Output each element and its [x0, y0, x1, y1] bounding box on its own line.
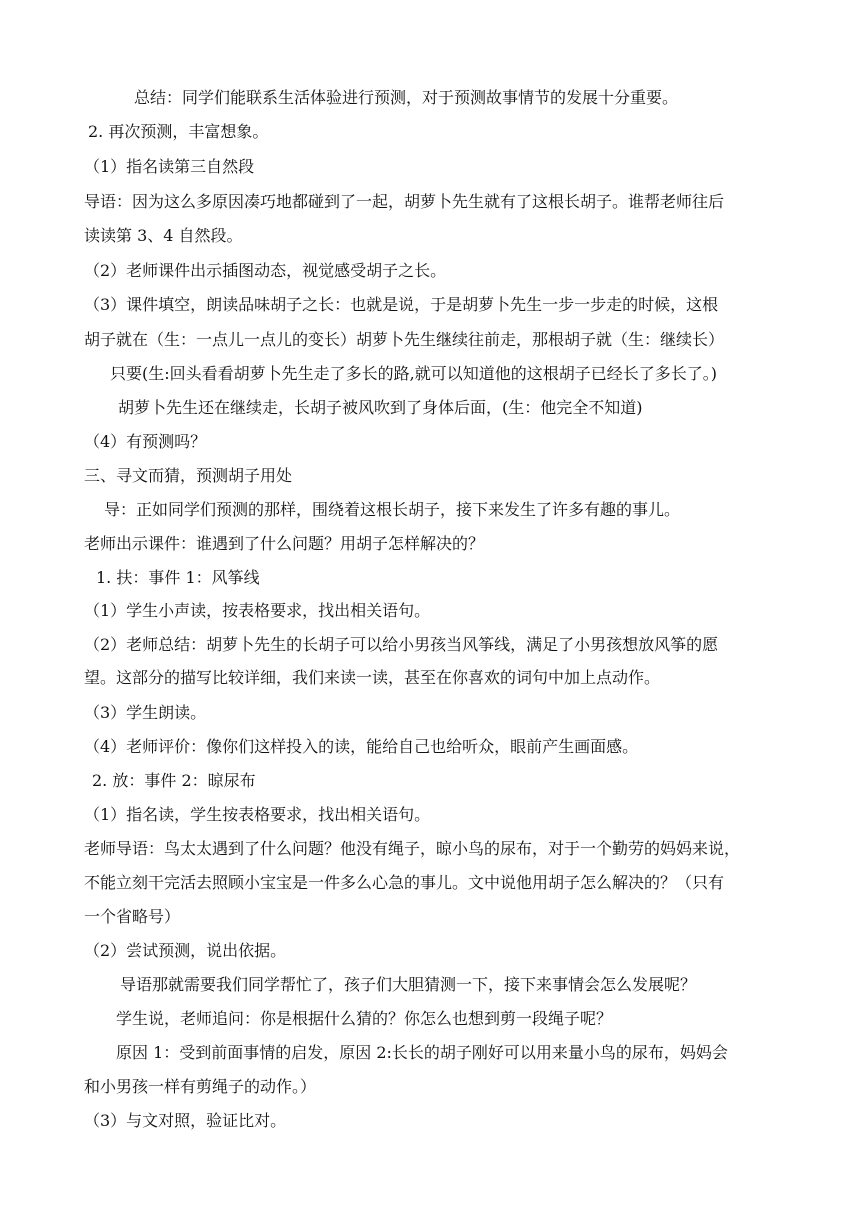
subsection-heading: 2. 放：事件 2：晾尿布	[92, 771, 256, 790]
paragraph-line: 胡萝卜先生还在继续走，长胡子被风吹到了身体后面，(生：他完全不知道)	[118, 398, 643, 417]
paragraph-line: 导：正如同学们预测的那样，围绕着这根长胡子，接下来发生了许多有趣的事儿。	[104, 500, 681, 519]
paragraph-line: 老师导语：鸟太太遇到了什么问题？他没有绳子，晾小鸟的尿布，对于一个勤劳的妈妈来说，	[84, 839, 741, 858]
paragraph-line: 不能立刻干完活去照顾小宝宝是一件多么心急的事儿。文中说他用胡子怎么解决的？（只有	[84, 873, 725, 892]
paragraph-line: 和小男孩一样有剪绳子的动作。）	[84, 1077, 317, 1096]
paragraph-line: 一个省略号）	[84, 907, 181, 926]
step-line: （1）指名读，学生按表格要求，找出相关语句。	[84, 805, 431, 824]
step-line: （3）学生朗读。	[84, 703, 207, 722]
paragraph-line: 望。这部分的描写比较详细，我们来读一读，甚至在你喜欢的词句中加上点动作。	[84, 668, 661, 687]
step-line: （4）老师评价：像你们这样投入的读，能给自己也给听众，眼前产生画面感。	[84, 737, 639, 756]
subsection-heading: 1. 扶：事件 1：风筝线	[96, 568, 260, 587]
paragraph-line: 原因 1：受到前面事情的启发，原因 2:长长的胡子刚好可以用来量小鸟的尿布，妈妈会	[116, 1043, 728, 1062]
paragraph-line: 老师出示课件：谁遇到了什么问题？用胡子怎样解决的？	[84, 534, 485, 553]
paragraph-line: 导语：因为这么多原因凑巧地都碰到了一起，胡萝卜先生就有了这根长胡子。谁帮老师往后	[84, 192, 725, 211]
paragraph-line: 导语那就需要我们同学帮忙了，孩子们大胆猜测一下，接下来事情会怎么发展呢？	[120, 975, 697, 994]
paragraph-line: 学生说，老师追问：你是根据什么猜的？你怎么也想到剪一段绳子呢？	[116, 1009, 613, 1028]
section-heading: 2. 再次预测，丰富想象。	[88, 122, 269, 141]
step-line: （3）与文对照，验证比对。	[84, 1111, 287, 1130]
step-line: （3）课件填空，朗读品味胡子之长：也就是说，于是胡萝卜先生一步一步走的时候，这根	[84, 295, 719, 314]
step-line: （2）老师课件出示插图动态，视觉感受胡子之长。	[84, 261, 447, 280]
step-line: （1）学生小声读，按表格要求，找出相关语句。	[84, 601, 431, 620]
paragraph-line: 读读第 3、4 自然段。	[84, 226, 243, 245]
paragraph-line: 只要(生:回头看看胡萝卜先生走了多长的路,就可以知道他的这根胡子已经长了多长了。)	[110, 364, 717, 383]
step-line: （4）有预测吗？	[84, 432, 207, 451]
step-line: （1）指名读第三自然段	[84, 157, 255, 176]
step-line: （2）老师总结：胡萝卜先生的长胡子可以给小男孩当风筝线，满足了小男孩想放风筝的愿	[84, 635, 719, 654]
step-line: （2）尝试预测，说出依据。	[84, 941, 287, 960]
summary-line: 总结：同学们能联系生活体验进行预测，对于预测故事情节的发展十分重要。	[134, 88, 679, 107]
section-heading: 三、寻文而猜，预测胡子用处	[84, 466, 293, 485]
paragraph-line: 胡子就在（生：一点儿一点儿的变长）胡萝卜先生继续往前走，那根胡子就（生：继续长）	[84, 330, 725, 349]
